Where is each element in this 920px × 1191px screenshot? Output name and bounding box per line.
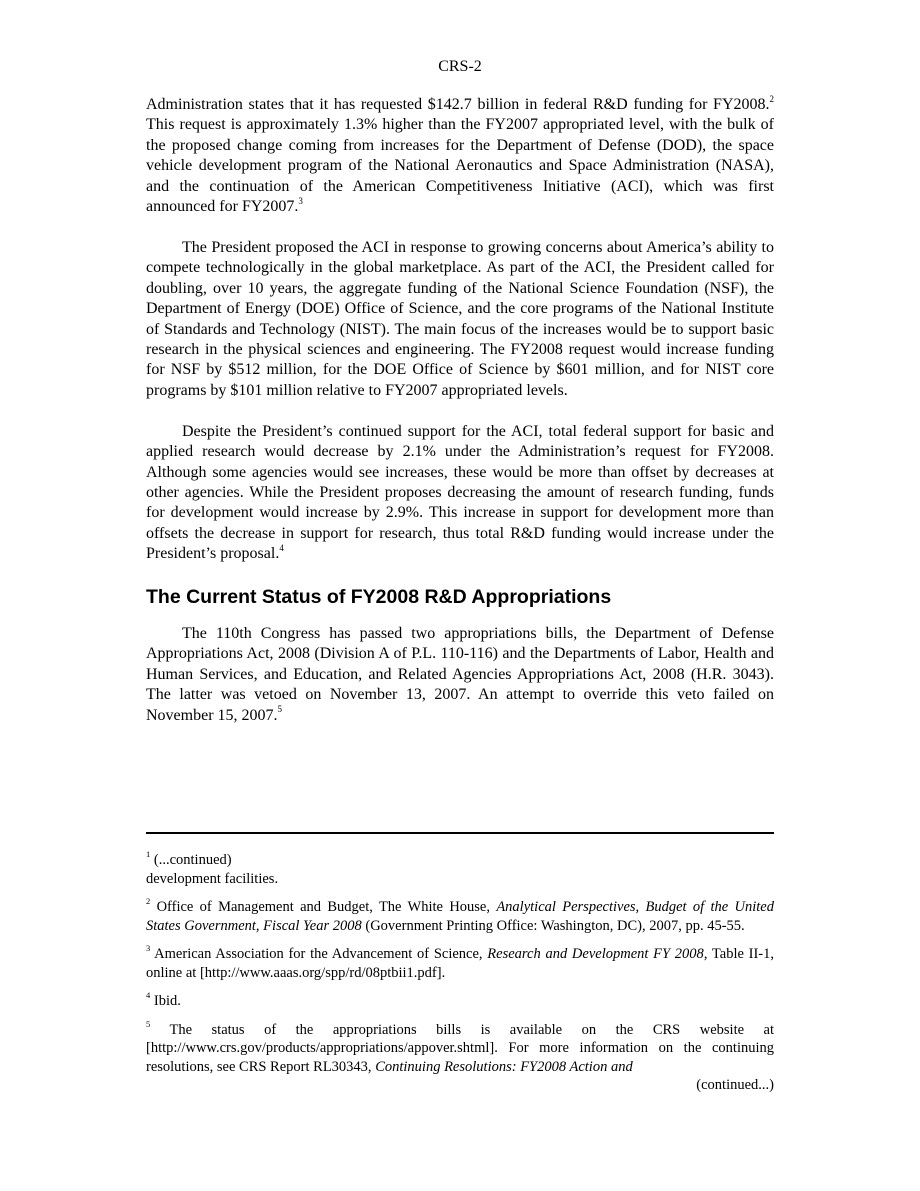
paragraph-1 — [146, 95, 774, 217]
footnote-4-number: 4 — [146, 990, 151, 1001]
footnote-ref-4[interactable]: 4 — [279, 542, 284, 553]
footnote-5 — [146, 1018, 774, 1077]
footnote-5-title: Continuing Resolutions: FY2008 Action and — [375, 1058, 633, 1075]
footnote-1 — [146, 851, 774, 888]
page-header: CRS-2 — [438, 58, 482, 75]
footnote-3 — [146, 945, 774, 982]
paragraph-1-text-a: Administration states that it has requested $142.7 billion in federal R&D funding for FY2008. — [146, 96, 770, 113]
footnote-divider — [146, 832, 774, 834]
footnote-2-text-a: Office of Management and Budget, The White House, — [150, 899, 497, 915]
paragraph-4 — [146, 624, 774, 726]
paragraph-1-text-b: This request is approximately 1.3% higher than the FY2007 appropriated level, with the bulk of the proposed change coming from increases for the Department of Defense (DOD), the space vehicle development program of the National Aeronautics and Space Administration (NASA), and the continuation of the American Competitiveness Initiative (ACI), which was first announced for FY2007. — [146, 116, 774, 216]
footnote-1-text: development facilities. — [146, 870, 279, 887]
footnote-2 — [146, 898, 774, 935]
paragraph-3 — [146, 422, 774, 565]
footnote-5-text[interactable]: The status of the appropriations bills is available on the CRS website at [http://www.crs.gov/products/appropriations/appover.shtml]. For more information on the continuing resolutions, see CRS Report RL30343, — [146, 1021, 774, 1075]
footnote-2-text-b: (Government Printing Office: Washington, DC), 2007, pp. 45-55. — [361, 917, 745, 934]
footnote-1-number: 1 — [146, 849, 151, 860]
footnote-3-text-a: American Association for the Advancement of Science, — [150, 946, 488, 962]
footnote-3-number: 3 — [146, 943, 151, 954]
footnote-1-continued: (...continued) — [150, 852, 232, 868]
footnote-3-text-b[interactable]: , Table II-1, online at [http://www.aaas.org/spp/rd/08ptbii1.pdf]. — [146, 946, 774, 981]
footnote-ref-2[interactable]: 2 — [769, 93, 774, 104]
footnote-4 — [146, 992, 774, 1011]
continued-marker: (continued...) — [696, 1077, 774, 1093]
footnote-2-title: Analytical Perspectives, Budget of the United States Government, Fiscal Year 2008 — [146, 899, 774, 934]
footnote-ref-5[interactable]: 5 — [277, 704, 283, 715]
footnote-5-number: 5 — [146, 1018, 151, 1029]
section-heading: The Current Status of FY2008 R&D Appropriations — [146, 586, 612, 609]
footnote-3-title: Research and Development FY 2008 — [487, 946, 704, 962]
body-text — [146, 95, 774, 747]
paragraph-2: The President proposed the ACI in response to growing concerns about America’s ability to compete technologically in the global marketplace. As part of the ACI, the President called for doubling, over 10 years, the aggregate funding of the National Science Foundation (NSF), the Department of Energy (DOE) Office of Science, and the core programs of the National Institute of Standards and Technology (NIST). The main focus of the increases would be to support basic research in the physical sciences and engineering. The FY2008 request would increase funding for NSF by $512 million, for the DOE Office of Science by $601 million, and for NIST core programs by $101 million relative to FY2007 appropriated levels. — [146, 238, 774, 399]
footnote-4-text: Ibid. — [150, 993, 181, 1009]
footnote-ref-3[interactable]: 3 — [298, 195, 303, 206]
paragraph-3-text: Despite the President’s continued support for the ACI, total federal support for basic and applied research would decrease by 2.1% under the Administration’s request for FY2008. Although some agencies would see increases, these would be more than offset by decreases at other agencies. While the President proposes decreasing the amount of research funding, funds for development would increase by 2.9%. This increase in support for development more than offsets the decrease in support for research, thus total R&D funding would increase under the President’s proposal. — [146, 422, 774, 563]
footnotes — [146, 851, 774, 1095]
footnote-2-number: 2 — [146, 896, 151, 907]
paragraph-4-text: The 110th Congress has passed two appropriations bills, the Department of Defense Appropriations Act, 2008 (Division A of P.L. 110-116) and the Departments of Labor, Health and Human Services, and Education, and Related Agencies Appropriations Act, 2008 (H.R. 3043). The latter was vetoed on November 13, 2007. An attempt to override this veto failed on November 15, 2007. — [146, 625, 774, 724]
